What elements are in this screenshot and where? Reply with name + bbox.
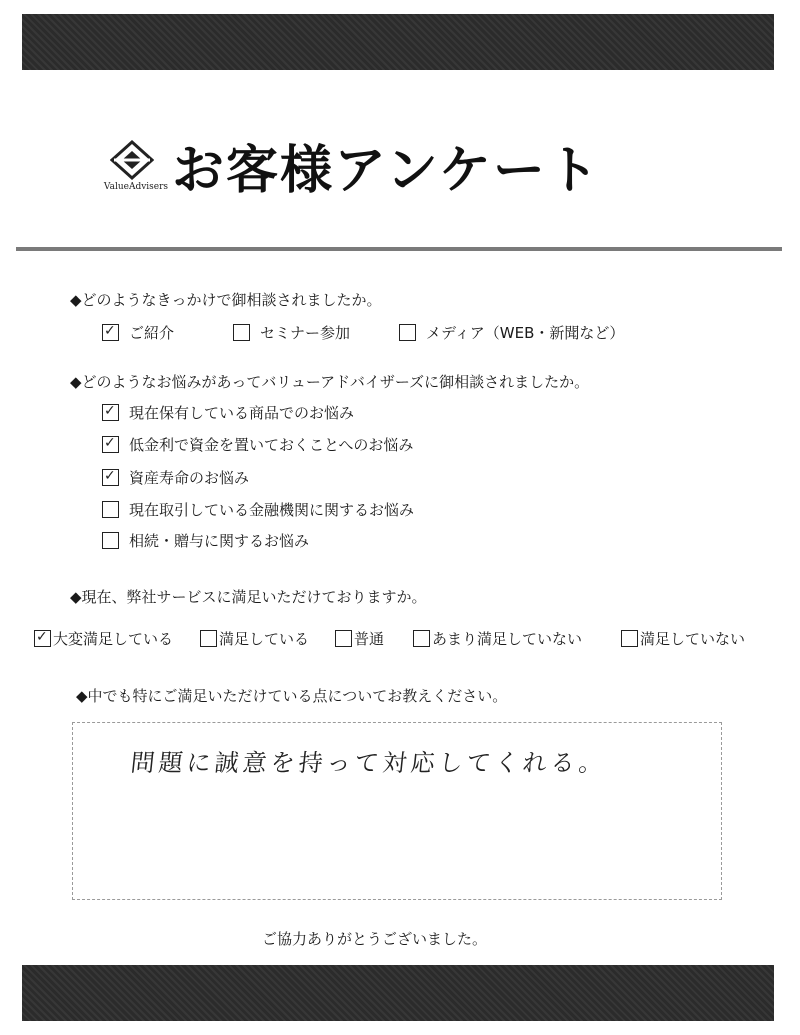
option-label: 相続・贈与に関するお悩み xyxy=(129,532,310,550)
question-2: ◆どのようなお悩みがあってバリューアドバイザーズに御相談されましたか。 xyxy=(70,373,590,391)
q3-option-neutral[interactable] xyxy=(335,628,384,649)
checkbox[interactable] xyxy=(621,630,638,647)
option-label: 満足している xyxy=(219,630,310,648)
check-mark-icon: ✓ xyxy=(104,468,116,484)
checkbox[interactable] xyxy=(335,630,352,647)
comment-textarea[interactable] xyxy=(72,722,722,900)
checkbox[interactable] xyxy=(102,469,119,486)
company-logo xyxy=(96,140,168,202)
logo-wordmark: ValueAdvisers xyxy=(103,182,169,192)
option-label: 大変満足している xyxy=(53,630,174,648)
q2-option-current-products[interactable] xyxy=(102,402,354,423)
option-label: 普通 xyxy=(354,630,385,648)
checkbox[interactable] xyxy=(399,324,416,341)
q3-option-satisfied[interactable] xyxy=(200,628,309,649)
handwritten-answer: 問題に誠意を持って対応してくれる。 xyxy=(129,749,609,777)
thank-you-message: ご協力ありがとうございました。 xyxy=(262,930,488,948)
option-label: ご紹介 xyxy=(129,324,175,342)
option-label: 低金利で資金を置いておくことへのお悩み xyxy=(129,436,414,454)
question-3: ◆現在、弊社サービスに満足いただけておりますか。 xyxy=(70,588,427,606)
q3-option-not-satisfied[interactable] xyxy=(621,628,745,649)
checkbox[interactable] xyxy=(102,501,119,518)
option-label: セミナー参加 xyxy=(260,324,351,342)
option-label: 現在保有している商品でのお悩み xyxy=(129,404,355,422)
checkbox[interactable] xyxy=(102,436,119,453)
q2-option-financial-institution[interactable] xyxy=(102,499,414,520)
option-label: メディア（WEB・新聞など） xyxy=(426,324,625,342)
checkbox[interactable] xyxy=(102,404,119,421)
checkbox[interactable] xyxy=(200,630,217,647)
checkbox[interactable] xyxy=(34,630,51,647)
q3-option-very-satisfied[interactable] xyxy=(34,628,173,649)
q1-option-referral[interactable] xyxy=(102,322,174,343)
check-mark-icon: ✓ xyxy=(104,435,116,451)
q3-option-not-very-satisfied[interactable] xyxy=(413,628,582,649)
q2-option-low-interest[interactable] xyxy=(102,434,413,455)
option-label: あまり満足していない xyxy=(432,630,583,648)
check-mark-icon: ✓ xyxy=(104,323,116,339)
q2-option-asset-longevity[interactable] xyxy=(102,467,249,488)
option-label: 現在取引している金融機関に関するお悩み xyxy=(129,501,415,519)
q1-option-seminar[interactable] xyxy=(233,322,350,343)
q2-option-inheritance[interactable] xyxy=(102,530,309,551)
title-divider xyxy=(16,247,782,251)
page-title: お客様アンケート xyxy=(172,141,601,201)
check-mark-icon: ✓ xyxy=(36,629,48,645)
option-label: 満足していない xyxy=(640,630,746,648)
checkbox[interactable] xyxy=(102,324,119,341)
diamond-logo-icon xyxy=(110,140,154,180)
checkbox[interactable] xyxy=(413,630,430,647)
q1-option-media[interactable] xyxy=(399,322,624,343)
option-label: 資産寿命のお悩み xyxy=(129,469,250,487)
question-4: ◆中でも特にご満足いただけている点についてお教えください。 xyxy=(76,687,508,705)
top-header-bar xyxy=(22,14,774,70)
checkbox[interactable] xyxy=(233,324,250,341)
checkbox[interactable] xyxy=(102,532,119,549)
question-1: ◆どのようなきっかけで御相談されましたか。 xyxy=(70,291,382,309)
check-mark-icon: ✓ xyxy=(104,403,116,419)
bottom-footer-bar xyxy=(22,965,774,1021)
